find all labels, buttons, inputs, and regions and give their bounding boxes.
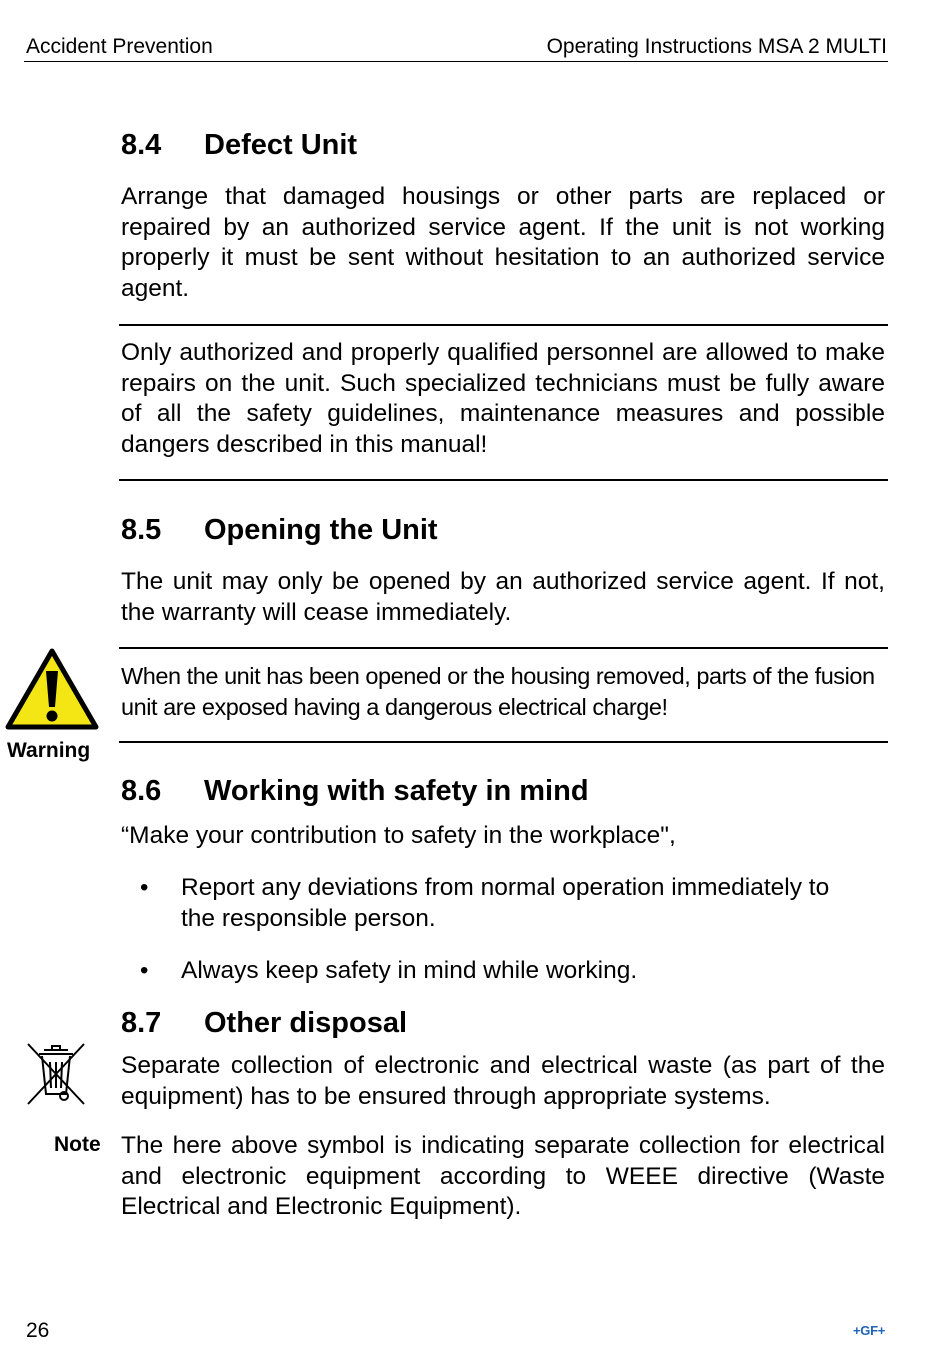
warning-label: Warning — [7, 739, 91, 762]
rule — [119, 479, 888, 481]
safety-intro: “Make your contribution to safety in the workplace", — [121, 822, 676, 849]
section-number: 8.7 — [121, 1007, 162, 1039]
safety-bullet-list — [121, 873, 861, 987]
section-title: Working with safety in mind — [204, 775, 589, 807]
rule — [119, 741, 888, 743]
bullet-text: Always keep safety in mind while working. — [181, 957, 638, 984]
defect-unit-paragraph: Arrange that damaged housings or other parts are replaced or repaired by an authorized service agent. If the unit is not working properly it must be sent without hesitation to an authorized service agent. — [121, 183, 885, 302]
section-number: 8.6 — [121, 775, 162, 807]
section-number: 8.4 — [121, 129, 162, 161]
gf-logo: +GF+ — [853, 1323, 886, 1338]
opening-unit-paragraph: The unit may only be opened by an authorized service agent. If not, the warranty will cease immediately. — [121, 568, 885, 626]
warning-triangle-icon — [4, 647, 100, 731]
rule — [119, 647, 888, 649]
bullet-text: Report any deviations from normal operation immediately to the responsible person. — [181, 874, 830, 932]
section-title: Other disposal — [204, 1007, 408, 1039]
weee-note-paragraph: The here above symbol is indicating separate collection for electrical and electronic equipment according to WEEE directive (Waste Electrical and Electronic Equipment). — [121, 1132, 885, 1220]
warning-text: When the unit has been opened or the housing removed, parts of the fusion unit are exposed having a dangerous electrical charge! — [121, 663, 875, 720]
rule — [119, 324, 888, 326]
page-number: 26 — [26, 1319, 50, 1342]
running-header-right: Operating Instructions MSA 2 MULTI — [546, 35, 887, 58]
section-title: Defect Unit — [204, 129, 358, 161]
bullet-icon: • — [140, 957, 149, 984]
list-item — [121, 956, 861, 987]
note-label: Note — [54, 1133, 101, 1156]
disposal-paragraph: Separate collection of electronic and electrical waste (as part of the equipment) has to be ensured through appropriate systems. — [121, 1052, 885, 1110]
list-item — [121, 873, 861, 934]
section-heading-8-5 — [121, 513, 885, 547]
section-heading-8-6 — [121, 774, 885, 808]
header-rule — [24, 61, 888, 62]
crossed-out-wheelie-bin-icon — [24, 1040, 88, 1108]
running-header-left: Accident Prevention — [26, 35, 213, 58]
repair-personnel-paragraph: Only authorized and properly qualified personnel are allowed to make repairs on the unit. Such specialized technicians must be fully aware of all the safety guidelines, maintenance measures and possible dangers described in this manual! — [121, 339, 885, 458]
section-heading-8-4 — [121, 128, 885, 162]
section-heading-8-7 — [121, 1006, 885, 1040]
section-title: Opening the Unit — [204, 514, 438, 546]
bullet-icon: • — [140, 874, 149, 901]
section-number: 8.5 — [121, 514, 162, 546]
